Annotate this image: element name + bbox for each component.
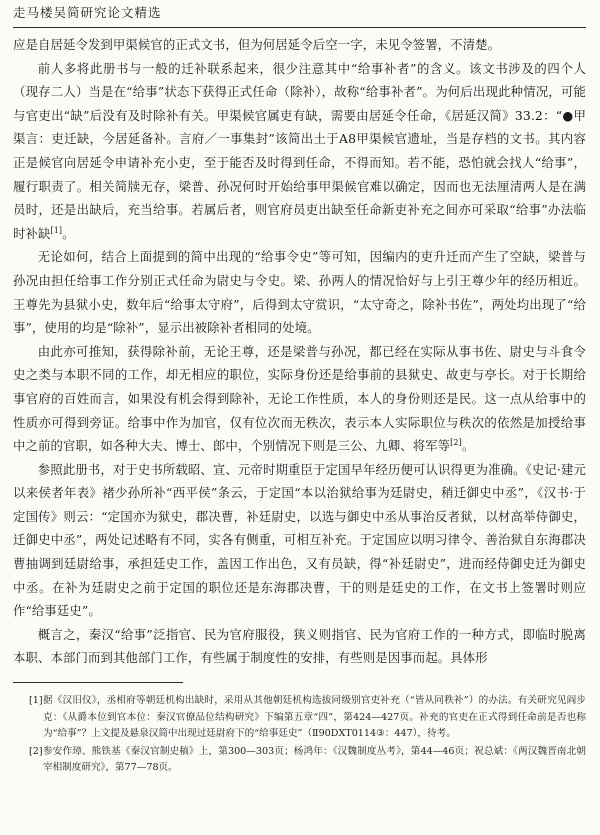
footnote-1 <box>13 693 586 743</box>
paragraph-text: 参照此册书，对于史书所载昭、宣、元帝时期重臣于定国早年经历便可认识得更为准确。《史记·建元以来侯者年表》褚少孙所补“西平侯”条云，于定国“本以治狱给事为廷尉史，稍迁御史中丞”，《汉书·于定国传》则云：“定国亦为狱史，郡决曹，补廷尉史，以选与御史中丞从事治反者狱，以材高举侍御史，迁御史中丞”，两处记述略有不同，实各有侧重，可相互补充。于定国应以明习律令、善治狱自东海郡决曹抽调到廷尉给事，承担廷史工作，盖因工作出色，又有员缺，得“补廷尉史”，进而经侍御史迁为御史中丞。在补为廷尉史之前于定国的职位还是东海郡决曹，干的则是廷史的工作，在文书上签署时则应作“给事廷史”。 <box>13 461 586 619</box>
footnote-2 <box>13 744 586 777</box>
paragraph-tail: 。 <box>62 225 75 241</box>
footnote-number: [2] <box>29 745 43 757</box>
body-text <box>13 33 586 670</box>
paragraph-text: 由此亦可推知，获得除补前，无论王尊，还是梁普与孙况，都已经在实际从事书佐、尉史与斗食令史之类与本职不同的工作，却无相应的职位，实际身份还是给事前的县狱史、故吏与亭长。对于长期给事官府的百姓而言，如果没有机会得到除补，无论工作性质，本人的身份则还是民。这一点从给事中的性质亦可得到旁证。给事中作为加官，仅有位次而无秩次，表示本人实际职位与秩次的依然是加授给事中之前的官职，如各种大夫、博士、郎中，个别情况下则是三公、九卿、将军等 <box>13 343 586 454</box>
footnote-text: 参安作璋、熊铁基《秦汉官制史稿》上，第300—303页；杨鸿年：《汉魏制度丛考》，第44—46页；祝总斌：《两汉魏晋南北朝宰相制度研究》，第77—78页。 <box>43 745 586 774</box>
paragraph-text: 无论如何，结合上面提到的简中出现的“给事令史”等可知，因编内的吏升迁而产生了空缺，梁普与孙况由担任给事工作分别正式任命为尉史与令史。梁、孙两人的情况恰好与上引王尊少年的经历相近。王尊先为县狱小史，数年后“给事太守府”，后得到太守赏识，“太守奇之，除补书佐”，两处均出现了“给事”，使用的均是“除补”，显示出被除补者相同的处境。 <box>13 249 586 336</box>
footnotes <box>13 693 586 777</box>
paragraph-3 <box>13 245 586 339</box>
running-head: 走马楼吴简研究论文精选 <box>13 0 586 28</box>
paragraph-2 <box>13 57 586 246</box>
paragraph-5 <box>13 458 586 623</box>
paragraph-text: 概言之，秦汉“给事”泛指官、民为官府服役，狭义则指官、民为官府工作的一种方式，即临时脱离本职、本部门而到其他部门工作，有些属于制度性的安排，有些则是因事而起。具体形 <box>13 626 586 666</box>
paragraph-text: 前人多将此册书与一般的迁补联系起来，很少注意其中“给事补者”的含义。该文书涉及的四个人（现存二人）当是在“给事”状态下获得正式任命（除补），故称“给事补者”。为何后出现此种情况，可能与官吏出“缺”后没有及时除补有关。甲渠候官属吏有缺，需要由居延令任命，《居延汉简》33.2：“●甲渠言：吏迁缺，今居延备补。言府／一事集封”该简出土于A8甲渠候官遗址，当是存档的文书。其内容正是候官向居延令申请补充小吏，至于能否及时得到任命，不得而知。若不能，恐怕就会找人“给事”，履行职责了。相关简牍无存，梁普、孙况何时开始给事甲渠候官难以确定，因而也无法厘清两人是在满员时，还是出缺后，充当给事。若属后者，则官府员吏出缺至任命新吏补充之间亦可采取“给事”办法临时补缺 <box>13 60 586 241</box>
footnote-text: 据《汉旧仪》，丞相府等朝廷机构出缺时，采用从其他朝廷机构选拔同级别官吏补充（“皆从同秩补”）的办法。有关研究见阎步克：《从爵本位到官本位：秦汉官僚品位结构研究》下编第五章“四”，第424—427页。补充的官吏在正式得到任命前是否也称为“给事”？上文提及悬泉汉简中出现过廷尉府下的“给事廷史”（Ⅱ90DXT0114③：447），待考。 <box>43 695 586 740</box>
paragraph-text: 应是自居延令发到甲渠候官的正式文书，但为何居延令后空一字，未见令签署，不清楚。 <box>13 37 501 52</box>
footnote-number: [1] <box>29 695 43 707</box>
footnote-ref-2[interactable]: [2] <box>450 438 462 448</box>
footnote-ref-1[interactable]: [1] <box>50 225 63 235</box>
paragraph-4 <box>13 340 586 458</box>
paragraph-tail: 。 <box>461 438 475 454</box>
paragraph-6 <box>13 623 586 670</box>
footnote-divider <box>13 682 183 683</box>
paragraph-1 <box>13 33 586 57</box>
